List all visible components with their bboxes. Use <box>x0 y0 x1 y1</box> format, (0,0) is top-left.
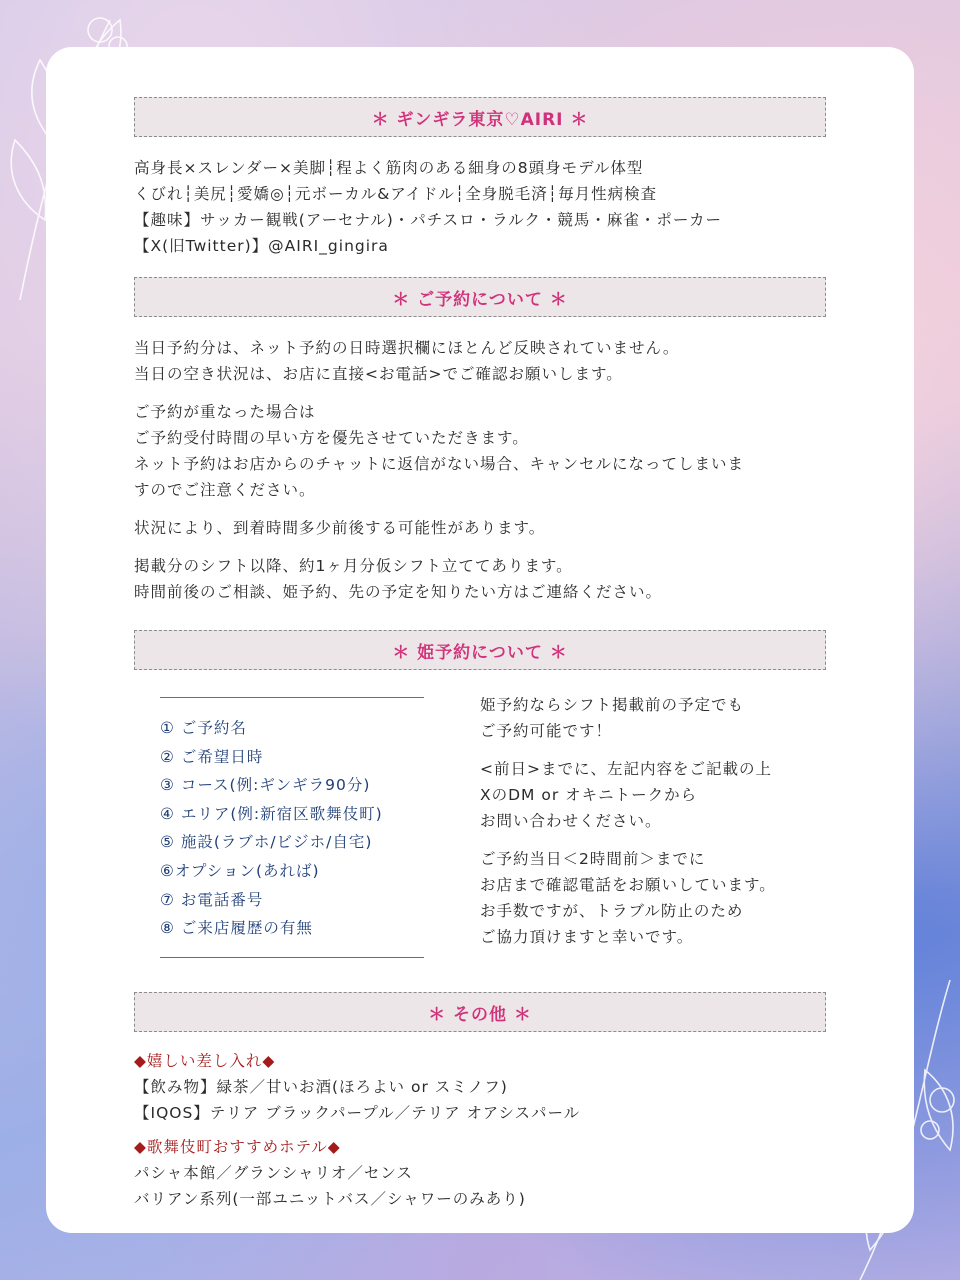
hime-required-info-list <box>160 697 426 958</box>
list-item: ⑥オプション(あれば) <box>160 861 320 880</box>
list-item: ③ コース(例:ギンギラ90分) <box>160 776 371 795</box>
reservation-line: 当日の空き状況は、お店に直接<お電話>でご確認お願いします。 <box>134 365 623 383</box>
reservation-line: ご予約受付時間の早い方を優先させていただきます。 <box>134 429 529 447</box>
reservation-block <box>134 335 834 605</box>
list-item: ① ご予約名 <box>160 719 247 737</box>
hime-note-line: お手数ですが、トラブル防止のため <box>480 902 744 920</box>
hotel-line: バリアン系列(一部ユニットバス／シャワーのみあり) <box>134 1190 526 1208</box>
divider <box>160 697 424 698</box>
hime-notes <box>480 692 840 950</box>
reservation-section-heading: ＊ ご予約について ＊ <box>134 277 826 317</box>
content-card <box>46 47 914 1233</box>
profile-line: くびれ┆美尻┆愛嬌◎┆元ボーカル&アイドル┆全身脱毛済┆毎月性病検査 <box>134 185 658 203</box>
list-item: ⑦ お電話番号 <box>160 890 264 909</box>
hime-note-line: お問い合わせください。 <box>480 812 662 830</box>
reservation-line: 時間前後のご相談、姫予約、先の予定を知りたい方はご連絡ください。 <box>134 583 663 601</box>
hime-note-line: ご予約当日＜2時間前＞までに <box>480 850 706 868</box>
hime-note-line: ご予約可能です！ <box>480 722 613 740</box>
list-item: ⑤ 施設(ラブホ/ビジホ/自宅) <box>160 833 373 852</box>
profile-block <box>134 155 834 259</box>
hime-note-line: お店まで確認電話をお願いしています。 <box>480 876 776 894</box>
divider <box>160 957 424 958</box>
gift-line: 【IQOS】テリア ブラックパープル／テリア オアシスパール <box>134 1104 581 1122</box>
other-block <box>134 1048 834 1212</box>
list-item: ② ご希望日時 <box>160 747 264 766</box>
hime-note-line: XのDM or オキニトークから <box>480 786 698 804</box>
hime-note-line: ご協力頂けますと幸いです。 <box>480 928 694 946</box>
profile-section-heading: ＊ ギンギラ東京♡AIRI ＊ <box>134 97 826 137</box>
list-item: ④ エリア(例:新宿区歌舞伎町) <box>160 804 383 823</box>
gifts-heading: ◆嬉しい差し入れ◆ <box>134 1052 276 1070</box>
reservation-line: 状況により、到着時間多少前後する可能性があります。 <box>134 519 546 537</box>
hotels-heading: ◆歌舞伎町おすすめホテル◆ <box>134 1138 341 1156</box>
profile-line: 【趣味】サッカー観戦(アーセナル)・パチスロ・ラルク・競馬・麻雀・ポーカー <box>134 211 723 229</box>
reservation-line: ネット予約はお店からのチャットに返信がない場合、キャンセルになってしまいま <box>134 455 745 473</box>
hime-note-line: 姫予約ならシフト掲載前の予定でも <box>480 696 745 714</box>
profile-line: 【X(旧Twitter)】@AIRI_gingira <box>134 237 389 255</box>
hotel-line: パシャ本館／グランシャリオ／センス <box>134 1164 413 1182</box>
other-section-heading: ＊ その他 ＊ <box>134 992 826 1032</box>
reservation-line: 掲載分のシフト以降、約1ヶ月分仮シフト立ててあります。 <box>134 557 573 575</box>
reservation-line: ご予約が重なった場合は <box>134 403 316 421</box>
hime-note-line: <前日>までに、左記内容をご記載の上 <box>480 760 772 778</box>
profile-line: 高身長×スレンダー×美脚┆程よく筋肉のある細身の8頭身モデル体型 <box>134 159 644 177</box>
reservation-line: 当日予約分は、ネット予約の日時選択欄にほとんど反映されていません。 <box>134 339 680 357</box>
gift-line: 【飲み物】緑茶／甘いお酒(ほろよい or スミノフ) <box>134 1078 508 1096</box>
list-item: ⑧ ご来店履歴の有無 <box>160 919 313 938</box>
hime-section-heading: ＊ 姫予約について ＊ <box>134 630 826 670</box>
reservation-line: すのでご注意ください。 <box>134 481 316 499</box>
